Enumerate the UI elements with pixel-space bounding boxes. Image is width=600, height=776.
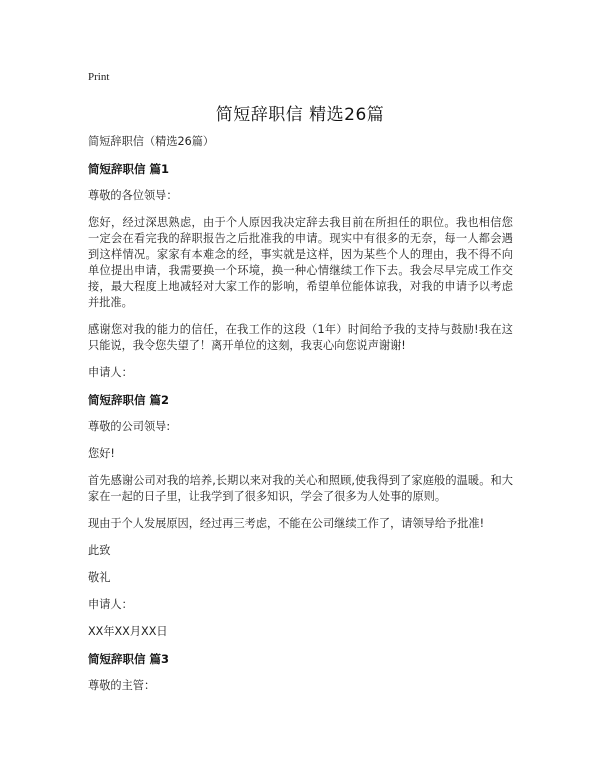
print-label: Print xyxy=(88,71,110,83)
section-heading-3: 简短辞职信 篇3 xyxy=(88,652,170,666)
applicant-2: 申请人： xyxy=(88,598,133,611)
salutation-1: 尊敬的各位领导： xyxy=(88,189,178,202)
date-2: XX年XX月XX日 xyxy=(88,625,168,638)
applicant-1: 申请人： xyxy=(88,366,133,379)
closing-2-2: 敬礼 xyxy=(88,571,111,584)
section-heading-1: 简短辞职信 篇1 xyxy=(88,162,170,176)
greeting-2: 您好! xyxy=(88,447,115,460)
salutation-3: 尊敬的主管： xyxy=(88,679,156,692)
paragraph-2-2: 现由于个人发展原因，经过再三考虑，不能在公司继续工作了，请领导给予批准! xyxy=(88,517,485,530)
page-title: 简短辞职信 精选26篇 xyxy=(215,105,385,125)
document-subtitle: 简短辞职信（精选26篇） xyxy=(88,135,215,148)
salutation-2: 尊敬的公司领导: xyxy=(88,420,171,433)
paragraph-1-1: 您好，经过深思熟虑，由于个人原因我决定辞去我目前在所担任的职位。我也相信您一定会在看完我的辞职报告之后批准我的申请。现实中有很多的无奈，每一人都会遇到这样情况。家家有本难念的经，事实就是这样，因为某些个人的理由，我不得不向单位提出申请，我需要换一个环境，换一种心情继续工作下去。我会尽早完成工作交接，最大程度上地减轻对大家工作的影响，希望单位能体谅我，对我的申请予以考虑并批准。 xyxy=(88,216,513,309)
closing-2-1: 此致 xyxy=(88,544,111,557)
section-heading-2: 简短辞职信 篇2 xyxy=(88,393,170,407)
paragraph-2-1: 首先感谢公司对我的培养,长期以来对我的关心和照顾,使我得到了家庭般的温暖。和大家在一起的日子里，让我学到了很多知识，学会了很多为人处事的原则。 xyxy=(88,474,513,503)
document-body xyxy=(88,134,513,705)
paragraph-1-2: 感谢您对我的能力的信任，在我工作的这段（1年）时间给予我的支持与鼓励!我在这只能说，我令您失望了！离开单位的这刻，我衷心向您说声谢谢! xyxy=(88,323,513,352)
